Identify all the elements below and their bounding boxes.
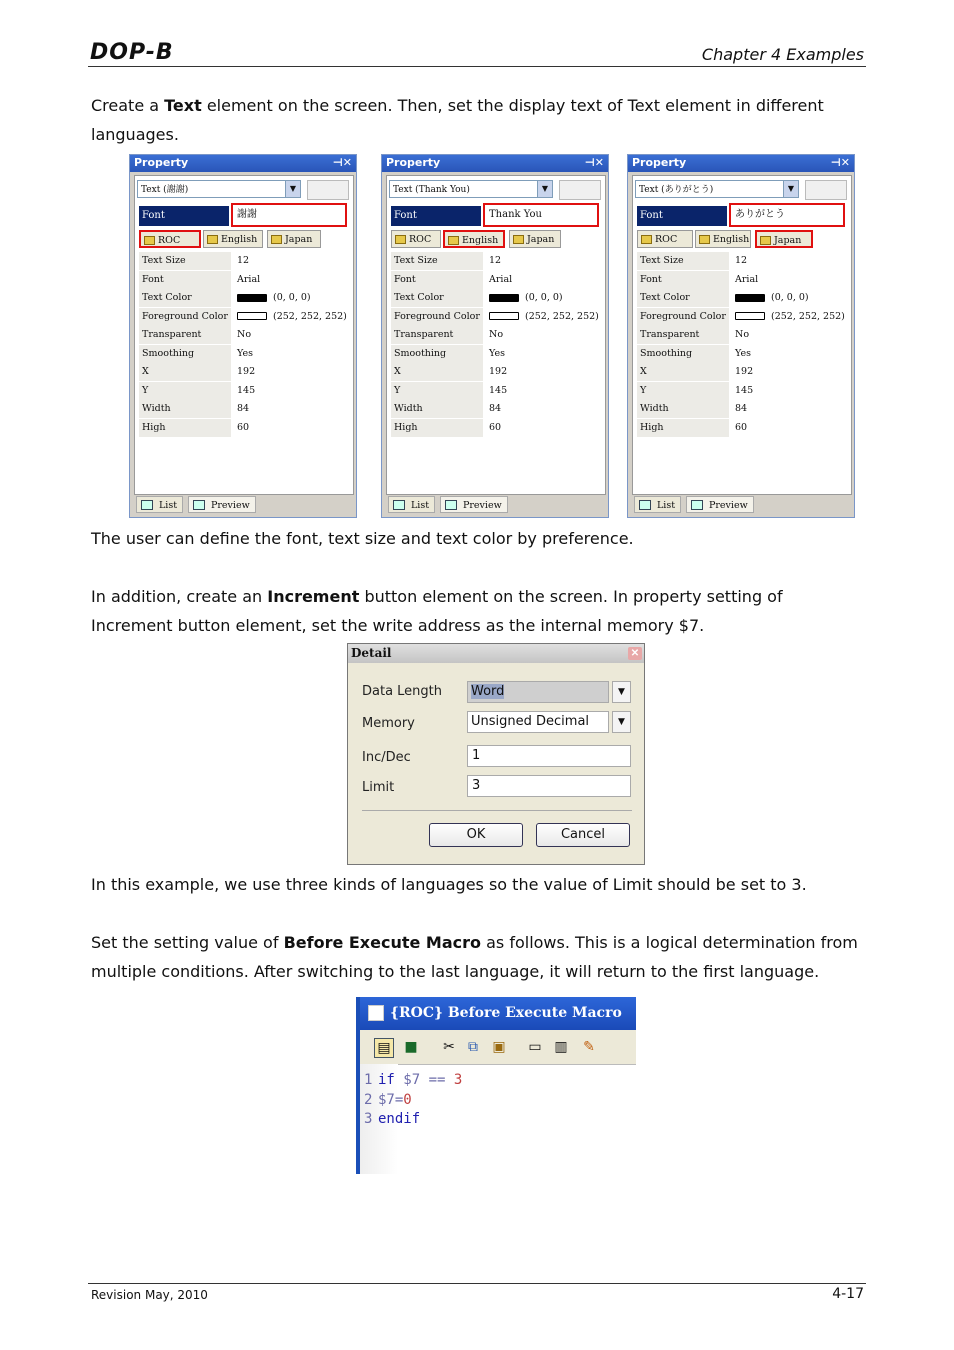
tab-japan[interactable]: Japan xyxy=(755,230,813,248)
chevron-down-icon[interactable]: ▼ xyxy=(612,711,631,733)
pin-close-icon[interactable]: ⊣✕ xyxy=(332,156,352,169)
property-key: Foreground Color xyxy=(391,308,483,326)
font-label: Font xyxy=(391,206,481,226)
property-value: 145 xyxy=(735,384,754,396)
property-key: Text Size xyxy=(637,252,729,270)
property-row[interactable] xyxy=(391,308,603,327)
property-key: Text Color xyxy=(391,289,483,307)
property-row[interactable] xyxy=(139,271,351,290)
font-paragraph: The user can define the font, text size and text color by preference. xyxy=(91,529,634,548)
tab-roc[interactable]: ROC xyxy=(391,230,441,248)
property-row[interactable] xyxy=(391,289,603,308)
property-value: No xyxy=(237,329,252,340)
list-icon xyxy=(141,500,153,510)
color-swatch xyxy=(735,294,765,302)
tab-list[interactable]: List xyxy=(136,496,183,513)
tab-japan[interactable]: Japan xyxy=(267,230,321,248)
property-row[interactable] xyxy=(637,326,849,345)
font-label: Font xyxy=(139,206,229,226)
property-key: Width xyxy=(391,400,483,418)
property-row[interactable] xyxy=(391,326,603,345)
font-value-field[interactable]: Thank You xyxy=(483,203,599,227)
book-icon xyxy=(207,235,218,244)
color-swatch xyxy=(237,294,267,302)
property-row[interactable] xyxy=(637,419,849,438)
property-row[interactable] xyxy=(391,400,603,419)
header-rule xyxy=(88,66,866,67)
property-row[interactable] xyxy=(637,400,849,419)
property-key: Smoothing xyxy=(391,345,483,363)
property-value: 84 xyxy=(735,403,748,414)
property-value: 60 xyxy=(237,421,250,433)
property-key: Transparent xyxy=(139,326,231,344)
paste-icon[interactable]: ▣ xyxy=(492,1039,506,1055)
property-key: Text Size xyxy=(391,252,483,270)
property-row[interactable] xyxy=(637,252,849,271)
tab-english[interactable]: English xyxy=(695,230,751,248)
book-icon xyxy=(513,235,524,244)
panel-footer xyxy=(134,494,352,514)
macro-title: {ROC} Before Execute Macro xyxy=(360,997,636,1030)
property-value: (252, 252, 252) xyxy=(489,308,599,327)
chapter-title: Chapter 4 Examples xyxy=(701,45,864,64)
property-value: Arial xyxy=(237,273,261,285)
property-value: 12 xyxy=(735,255,748,266)
property-panel xyxy=(129,154,357,518)
spin-field[interactable] xyxy=(559,180,601,200)
save-icon[interactable]: ■ xyxy=(404,1039,418,1055)
property-value: 192 xyxy=(237,366,256,377)
macro-code[interactable] xyxy=(364,1071,462,1130)
tab-preview[interactable]: Preview xyxy=(686,496,754,513)
close-icon[interactable]: ✕ xyxy=(628,647,642,660)
tab-roc[interactable]: ROC xyxy=(637,230,693,248)
divider xyxy=(362,810,632,811)
property-row[interactable] xyxy=(139,345,351,364)
property-value: (252, 252, 252) xyxy=(237,308,347,327)
tab-roc[interactable]: ROC xyxy=(139,230,201,248)
code-line: 2 $7=0 xyxy=(364,1091,412,1108)
property-row[interactable] xyxy=(139,400,351,419)
font-value-field[interactable]: 謝謝 xyxy=(231,203,347,227)
property-row[interactable] xyxy=(637,271,849,290)
edit-icon[interactable]: ✎ xyxy=(583,1039,595,1055)
pin-close-icon[interactable]: ⊣✕ xyxy=(584,156,604,169)
cancel-button[interactable]: Cancel xyxy=(536,823,630,847)
property-value: 84 xyxy=(237,403,250,414)
page-number: 4-17 xyxy=(832,1286,864,1302)
property-row[interactable] xyxy=(391,252,603,271)
book-icon xyxy=(760,236,771,245)
property-key: High xyxy=(637,419,729,437)
macro-paragraph: Set the setting value of Before Execute Macro as follows. This is a logical determination from multiple conditions. After switching to the last language, it will return to the first language. xyxy=(91,933,858,981)
property-value: Arial xyxy=(489,273,513,285)
property-value: 60 xyxy=(735,421,748,433)
property-key: Text Color xyxy=(637,289,729,307)
property-row[interactable] xyxy=(139,326,351,345)
list-icon xyxy=(639,500,651,510)
tab-preview[interactable]: Preview xyxy=(188,496,256,513)
property-key: Y xyxy=(637,382,729,400)
property-row[interactable] xyxy=(391,345,603,364)
panel-title: Property ⊣✕ xyxy=(628,155,854,172)
property-key: Foreground Color xyxy=(637,308,729,326)
book-icon xyxy=(448,236,459,245)
property-row[interactable] xyxy=(139,252,351,271)
font-value-field[interactable]: ありがとう xyxy=(729,203,845,227)
property-value: 12 xyxy=(237,255,250,266)
property-value: Yes xyxy=(735,347,751,359)
property-row[interactable] xyxy=(637,345,849,364)
property-list xyxy=(391,252,603,437)
cut-icon[interactable]: ✂ xyxy=(443,1039,455,1055)
property-key: Font xyxy=(637,271,729,289)
code-line: 1 if $7 == 3 xyxy=(364,1072,463,1088)
tab-list[interactable]: List xyxy=(388,496,435,513)
property-row[interactable] xyxy=(139,382,351,401)
property-value: (252, 252, 252) xyxy=(735,308,845,327)
panel-footer xyxy=(632,494,850,514)
property-key: High xyxy=(139,419,231,437)
property-row[interactable] xyxy=(637,308,849,327)
property-row[interactable] xyxy=(391,271,603,290)
panel-body xyxy=(386,175,606,495)
book-icon xyxy=(699,235,710,244)
property-value: (0, 0, 0) xyxy=(237,289,311,308)
find-icon[interactable]: ▭ xyxy=(528,1039,542,1055)
object-select[interactable]: Text (謝謝) ▼ xyxy=(137,180,301,198)
revision-text: Revision May, 2010 xyxy=(91,1288,208,1302)
property-value: 60 xyxy=(489,421,502,433)
incdec-label: Inc/Dec xyxy=(362,750,411,765)
book-icon xyxy=(641,235,652,244)
book-icon xyxy=(144,236,155,245)
color-swatch xyxy=(489,312,519,320)
property-key: Width xyxy=(139,400,231,418)
tab-preview[interactable]: Preview xyxy=(440,496,508,513)
property-row[interactable] xyxy=(637,363,849,382)
property-row[interactable] xyxy=(391,419,603,438)
object-select[interactable]: Text (Thank You) ▼ xyxy=(389,180,553,198)
property-value: 84 xyxy=(489,403,502,414)
preview-icon xyxy=(445,500,457,510)
property-key: X xyxy=(391,363,483,381)
pin-close-icon[interactable]: ⊣✕ xyxy=(830,156,850,169)
property-key: Text Color xyxy=(139,289,231,307)
property-key: Smoothing xyxy=(139,345,231,363)
chevron-down-icon[interactable]: ▼ xyxy=(612,681,631,703)
property-key: Font xyxy=(391,271,483,289)
copy-icon[interactable]: ⧉ xyxy=(468,1039,478,1055)
property-key: Smoothing xyxy=(637,345,729,363)
chevron-down-icon[interactable]: ▼ xyxy=(783,181,798,197)
panel-title: Property ⊣✕ xyxy=(130,155,356,172)
chevron-down-icon[interactable]: ▼ xyxy=(285,181,300,197)
macro-toolbar xyxy=(360,1030,636,1065)
tab-list[interactable]: List xyxy=(634,496,681,513)
detail-dialog xyxy=(347,643,645,865)
property-value: (0, 0, 0) xyxy=(489,289,563,308)
panel-footer xyxy=(386,494,604,514)
property-value: 192 xyxy=(735,366,754,377)
font-label: Font xyxy=(637,206,727,226)
property-row[interactable] xyxy=(637,382,849,401)
property-row[interactable] xyxy=(139,308,351,327)
property-value: Arial xyxy=(735,273,759,285)
property-key: X xyxy=(139,363,231,381)
panel-body xyxy=(632,175,852,495)
limit-paragraph: In this example, we use three kinds of languages so the value of Limit should be set to 3. xyxy=(91,875,807,894)
preview-icon xyxy=(691,500,703,510)
code-line: 3 endif xyxy=(364,1111,421,1127)
property-key: High xyxy=(391,419,483,437)
property-row[interactable] xyxy=(139,419,351,438)
property-key: Text Size xyxy=(139,252,231,270)
property-list xyxy=(637,252,849,437)
property-key: Transparent xyxy=(391,326,483,344)
increment-paragraph: In addition, create an Increment button element on the screen. In property setting of Increment button element, set the write address as the internal memory $7. xyxy=(91,587,783,635)
data-length-select[interactable]: Word xyxy=(467,681,609,703)
property-key: Transparent xyxy=(637,326,729,344)
panel-title: Property ⊣✕ xyxy=(382,155,608,172)
panel-body xyxy=(134,175,354,495)
memory-label: Memory xyxy=(362,716,415,731)
color-swatch xyxy=(489,294,519,302)
property-key: Y xyxy=(139,382,231,400)
replace-icon[interactable]: ▥ xyxy=(554,1039,568,1055)
limit-label: Limit xyxy=(362,780,395,795)
property-key: X xyxy=(637,363,729,381)
tab-english[interactable]: English xyxy=(443,230,505,248)
open-icon[interactable]: ▤ xyxy=(374,1038,394,1058)
property-row[interactable] xyxy=(391,363,603,382)
property-row[interactable] xyxy=(391,382,603,401)
incdec-field[interactable]: 1 xyxy=(467,745,631,767)
property-panel xyxy=(381,154,609,518)
property-value: 145 xyxy=(237,384,256,396)
ok-button[interactable]: OK xyxy=(429,823,523,847)
property-value: No xyxy=(489,329,504,340)
tab-english[interactable]: English xyxy=(203,230,263,248)
property-value: No xyxy=(735,329,750,340)
property-key: Y xyxy=(391,382,483,400)
book-icon xyxy=(271,235,282,244)
macro-icon xyxy=(368,1005,384,1021)
property-row[interactable] xyxy=(139,363,351,382)
property-key: Foreground Color xyxy=(139,308,231,326)
property-key: Width xyxy=(637,400,729,418)
spin-field[interactable] xyxy=(307,180,349,200)
preview-icon xyxy=(193,500,205,510)
chevron-down-icon[interactable]: ▼ xyxy=(537,181,552,197)
property-panel xyxy=(627,154,855,518)
property-row[interactable] xyxy=(139,289,351,308)
color-swatch xyxy=(237,312,267,320)
object-select[interactable]: Text (ありがとう) ▼ xyxy=(635,180,799,198)
footer-rule xyxy=(88,1283,866,1284)
property-value: Yes xyxy=(237,347,253,359)
property-value: Yes xyxy=(489,347,505,359)
book-icon xyxy=(395,235,406,244)
property-value: 145 xyxy=(489,384,508,396)
memory-select[interactable]: Unsigned Decimal xyxy=(467,711,609,733)
property-list xyxy=(139,252,351,437)
spin-field[interactable] xyxy=(805,180,847,200)
property-value: (0, 0, 0) xyxy=(735,289,809,308)
brand-logo: DOP-B xyxy=(90,40,174,65)
property-key: Font xyxy=(139,271,231,289)
property-value: 192 xyxy=(489,366,508,377)
intro-paragraph: Create a Text element on the screen. Then, set the display text of Text element in different languages. xyxy=(91,96,824,144)
tab-japan[interactable]: Japan xyxy=(509,230,561,248)
data-length-label: Data Length xyxy=(362,684,443,699)
property-value: 12 xyxy=(489,255,502,266)
limit-field[interactable]: 3 xyxy=(467,775,631,797)
macro-window xyxy=(356,997,636,1174)
detail-title: Detail ✕ xyxy=(348,644,644,663)
property-row[interactable] xyxy=(637,289,849,308)
color-swatch xyxy=(735,312,765,320)
list-icon xyxy=(393,500,405,510)
